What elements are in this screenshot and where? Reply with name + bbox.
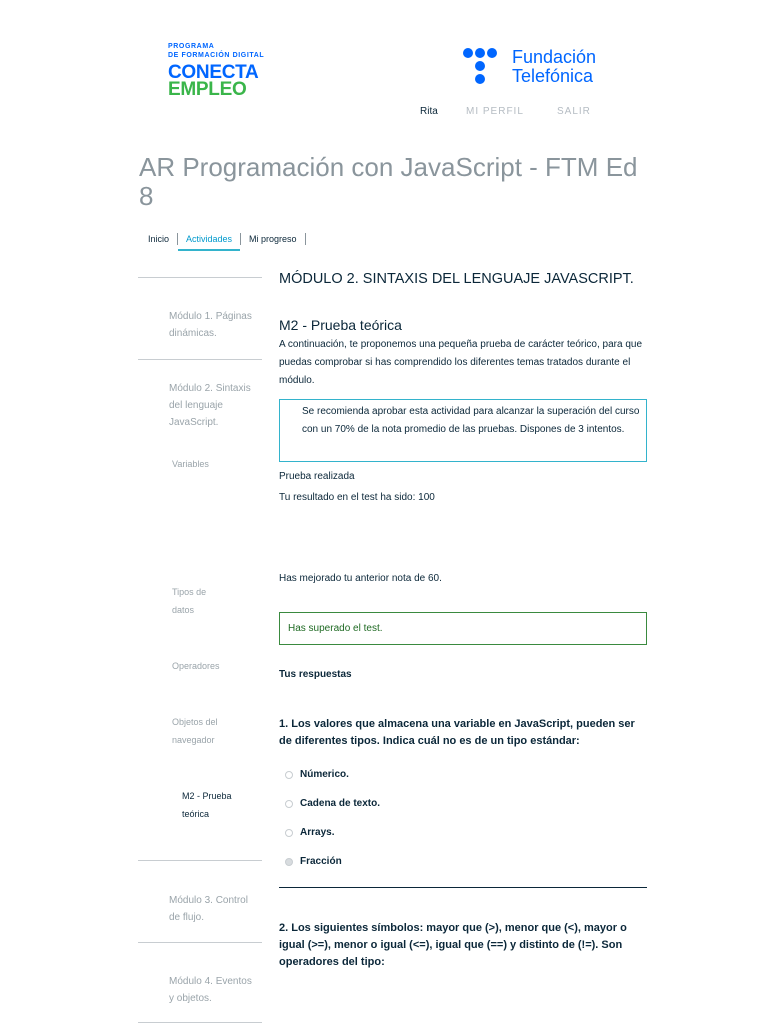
logo-name-line2: EMPLEO — [168, 79, 247, 100]
q1-option[interactable] — [285, 798, 380, 809]
q1-option-selected[interactable] — [285, 856, 342, 867]
question-1: 1. Los valores que almacena una variable en JavaScript, pueden ser de diferentes tipos. Indica cuál no es de un tipo estándar: — [279, 718, 635, 747]
quiz-improved: Has mejorado tu anterior nota de 60. — [279, 573, 442, 584]
tab-separator — [305, 233, 306, 245]
option-label: Númerico. — [300, 769, 349, 780]
quiz-status: Prueba realizada — [279, 471, 355, 482]
question-divider — [279, 887, 647, 888]
sidebar-item-browser-objects[interactable]: Objetos del navegador — [172, 717, 218, 745]
fundacion-telefonica-logo — [463, 48, 596, 88]
sidebar-item-module1[interactable]: Módulo 1. Páginas dinámicas. — [169, 311, 252, 339]
sidebar-item-m2-test[interactable]: M2 - Prueba teórica — [182, 791, 232, 819]
quiz-result: Tu resultado en el test ha sido: 100 — [279, 492, 435, 503]
radio-checked-icon[interactable] — [285, 858, 293, 866]
module-title: MÓDULO 2. SINTAXIS DEL LENGUAJE JAVASCRIPT. — [279, 271, 634, 287]
logo-program-line2: DE FORMACIÓN DIGITAL — [168, 52, 265, 59]
option-label: Arrays. — [300, 827, 335, 838]
answers-heading: Tus respuestas — [279, 669, 352, 680]
option-label: Fracción — [300, 856, 342, 867]
sidebar-item-operators[interactable]: Operadores — [172, 661, 220, 671]
sidebar-divider — [138, 359, 262, 360]
question-2: 2. Los siguientes símbolos: mayor que (>), menor que (<), mayor o igual (>=), menor o igual (<=), igual que (==) y distinto de (!=). Son operadores del tipo: — [279, 922, 627, 968]
quiz-intro: A continuación, te proponemos una pequeña prueba de carácter teórico, para que puedas comprobar si has comprendido los diferentes temas tratados durante el módulo. — [279, 339, 643, 386]
brand-line2: Telefónica — [512, 66, 594, 86]
sidebar-item-module4[interactable]: Módulo 4. Eventos y objetos. — [169, 976, 252, 1004]
sidebar-item-module3[interactable]: Módulo 3. Control de flujo. — [169, 895, 248, 923]
sidebar-divider — [138, 277, 262, 278]
option-label: Cadena de texto. — [300, 798, 381, 809]
user-name[interactable]: Rita — [420, 106, 438, 117]
logout-link[interactable]: SALIR — [557, 106, 591, 117]
sidebar-item-data-types[interactable]: Tipos de datos — [172, 587, 207, 615]
tab-inicio[interactable]: Inicio — [148, 234, 170, 244]
radio-icon[interactable] — [285, 800, 293, 808]
sidebar-item-module2[interactable]: Módulo 2. Sintaxis del lenguaje JavaScript. — [169, 383, 251, 428]
radio-icon[interactable] — [285, 771, 293, 779]
brand-line1: Fundación — [512, 47, 597, 67]
q1-option[interactable] — [285, 769, 349, 780]
telefonica-dots-icon — [463, 48, 503, 88]
tab-actividades[interactable]: Actividades — [178, 234, 240, 244]
profile-link[interactable]: MI PERFIL — [466, 106, 524, 117]
sidebar-divider — [138, 942, 262, 943]
course-tabs — [148, 233, 306, 245]
conecta-empleo-logo — [168, 42, 264, 98]
quiz-title: M2 - Prueba teórica — [279, 317, 402, 333]
logo-program-line1: PROGRAMA — [168, 43, 215, 50]
course-title: AR Programación con JavaScript - FTM Ed 8 — [139, 152, 638, 211]
passed-message: Has superado el test. — [279, 612, 647, 645]
sidebar-divider — [138, 860, 262, 861]
q1-option[interactable] — [285, 827, 334, 838]
sidebar-item-variables[interactable]: Variables — [172, 459, 209, 469]
tab-mi-progreso[interactable]: Mi progreso — [249, 234, 297, 244]
logo-name-line1: CONECTA — [168, 62, 259, 83]
recommendation-notice: Se recomienda aprobar esta actividad para alcanzar la superación del curso con un 70% de la nota promedio de las pruebas. Dispones de 3 intentos. — [279, 399, 647, 462]
sidebar-divider — [138, 1022, 262, 1023]
radio-icon[interactable] — [285, 829, 293, 837]
